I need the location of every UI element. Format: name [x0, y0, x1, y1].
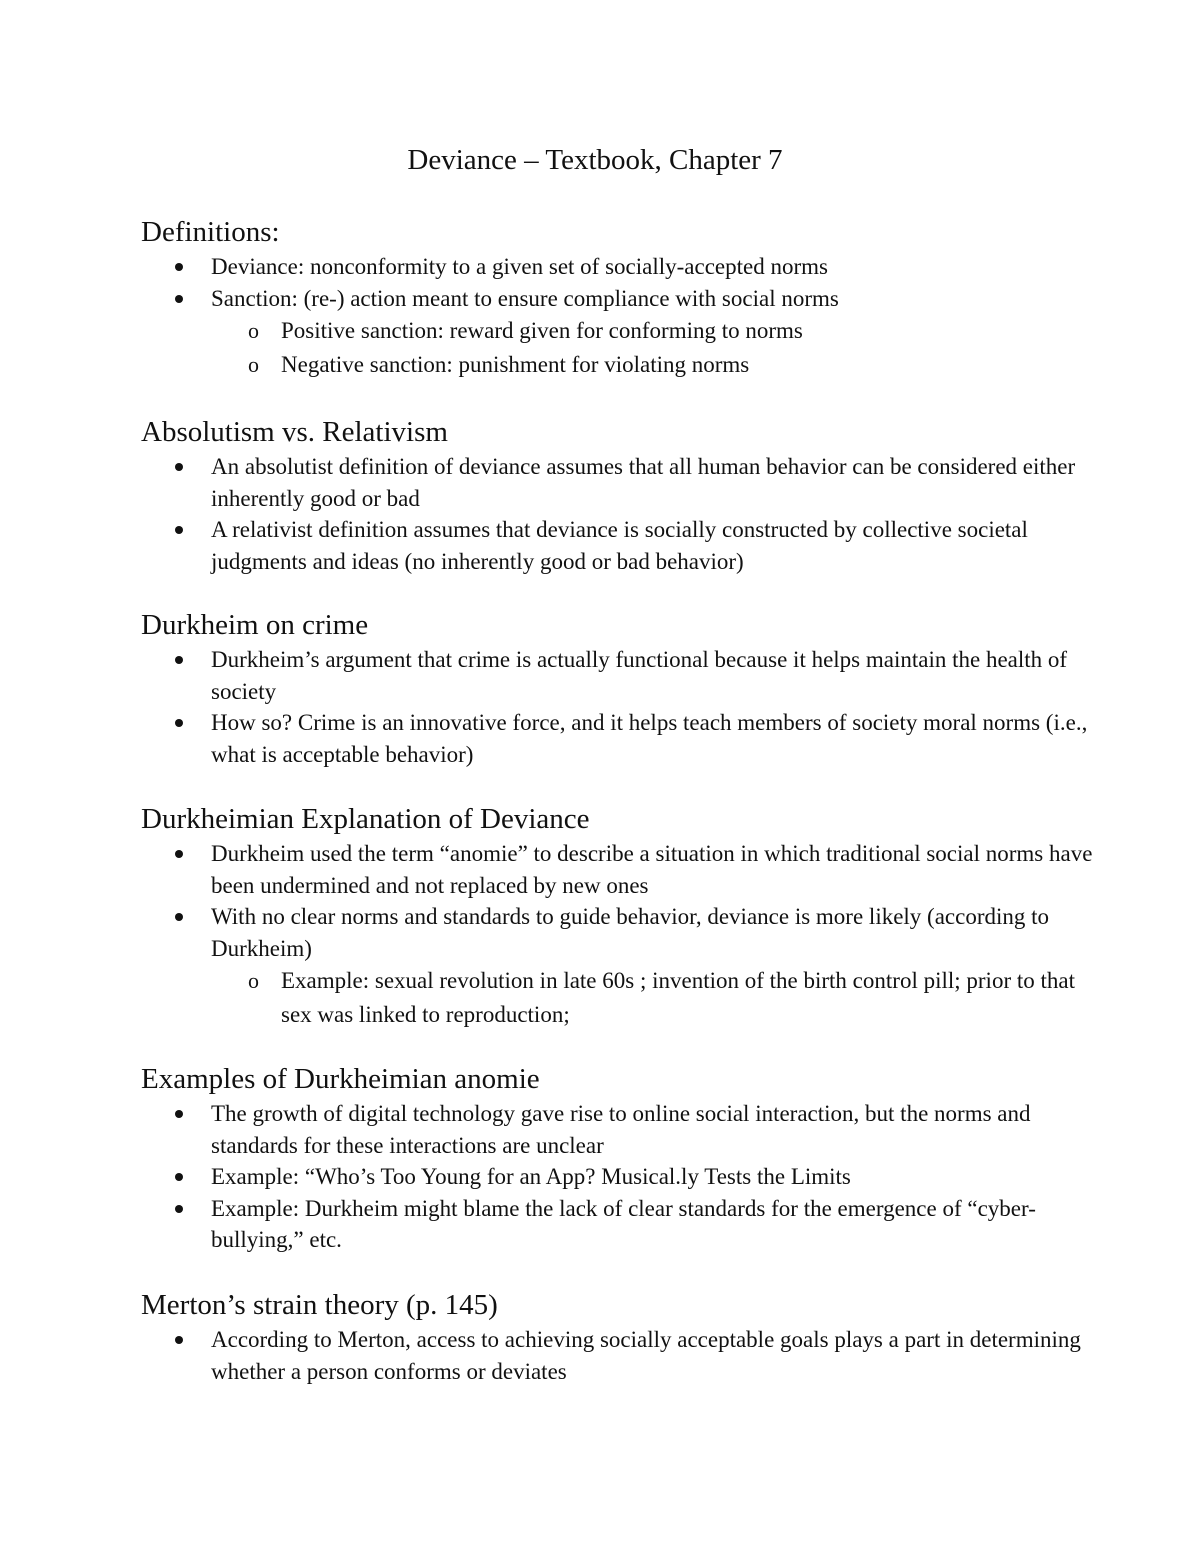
bullet-list [141, 644, 1101, 770]
list-item: An absolutist definition of deviance assumes that all human behavior can be considered either inherently good or bad [141, 451, 1101, 514]
bullet-icon [175, 1110, 183, 1118]
document-title: Deviance – Textbook, Chapter 7 [407, 144, 783, 176]
list-item: Example: “Who’s Too Young for an App? Musical.ly Tests the Limits [141, 1161, 1101, 1193]
section-durkheim-crime [141, 608, 1101, 770]
section-heading: Definitions: [141, 216, 280, 248]
bullet-icon [175, 850, 183, 858]
section-merton-strain-theory [141, 1288, 1101, 1387]
section-anomie-examples [141, 1062, 1101, 1256]
list-item: Deviance: nonconformity to a given set of socially-accepted norms [141, 251, 1101, 283]
sub-list-item: o Positive sanction: reward given for conforming to norms [211, 314, 1101, 348]
section-heading: Absolutism vs. Relativism [141, 416, 448, 448]
list-item: According to Merton, access to achieving socially acceptable goals plays a part in determining whether a person conforms or deviates [141, 1324, 1101, 1387]
sub-list-item: o Negative sanction: punishment for violating norms [211, 348, 1101, 382]
bullet-icon [175, 1205, 183, 1213]
bullet-icon [175, 1173, 183, 1181]
circle-bullet-icon: o [248, 318, 259, 343]
list-item: Example: Durkheim might blame the lack of clear standards for the emergence of “cyber-bullying,” etc. [141, 1193, 1101, 1256]
list-item: The growth of digital technology gave rise to online social interaction, but the norms and standards for these interactions are unclear [141, 1098, 1101, 1161]
bullet-list [141, 451, 1101, 577]
list-item: How so? Crime is an innovative force, and it helps teach members of society moral norms (i.e., what is acceptable behavior) [141, 707, 1101, 770]
section-heading: Merton’s strain theory (p. 145) [141, 1289, 498, 1321]
list-item: With no clear norms and standards to guide behavior, deviance is more likely (according to Durkheim) o Example: sexual revolution in late 60s ; invention of the birth control pill; prior to that sex was linked to reproduction; [141, 901, 1101, 1032]
list-item: Durkheim’s argument that crime is actually functional because it helps maintain the health of society [141, 644, 1101, 707]
bullet-list [141, 838, 1101, 1032]
bullet-icon [175, 526, 183, 534]
list-item: A relativist definition assumes that deviance is socially constructed by collective societal judgments and ideas (no inherently good or bad behavior) [141, 514, 1101, 577]
bullet-list [141, 1324, 1101, 1387]
bullet-icon [175, 295, 183, 303]
bullet-icon [175, 263, 183, 271]
bullet-icon [175, 719, 183, 727]
circle-bullet-icon: o [248, 968, 259, 993]
bullet-icon [175, 913, 183, 921]
sub-list-item: o Example: sexual revolution in late 60s ; invention of the birth control pill; prior to that sex was linked to reproduction; [211, 964, 1101, 1032]
list-item: Durkheim used the term “anomie” to describe a situation in which traditional social norms have been undermined and not replaced by new ones [141, 838, 1101, 901]
sub-bullet-list [211, 964, 1101, 1032]
circle-bullet-icon: o [248, 352, 259, 377]
bullet-icon [175, 463, 183, 471]
section-absolutism-relativism [141, 415, 1101, 577]
bullet-list [141, 251, 1101, 382]
section-heading: Durkheim on crime [141, 609, 369, 641]
bullet-list [141, 1098, 1101, 1256]
section-heading: Examples of Durkheimian anomie [141, 1063, 540, 1095]
section-durkheimian-explanation [141, 802, 1101, 1032]
list-item: Sanction: (re-) action meant to ensure compliance with social norms o Positive sanction: reward given for conforming to norms o Negative sanction: punishment for violating norms [141, 283, 1101, 383]
section-definitions [141, 215, 1101, 382]
sub-bullet-list [211, 314, 1101, 382]
bullet-icon [175, 656, 183, 664]
bullet-icon [175, 1336, 183, 1344]
section-heading: Durkheimian Explanation of Deviance [141, 803, 590, 835]
